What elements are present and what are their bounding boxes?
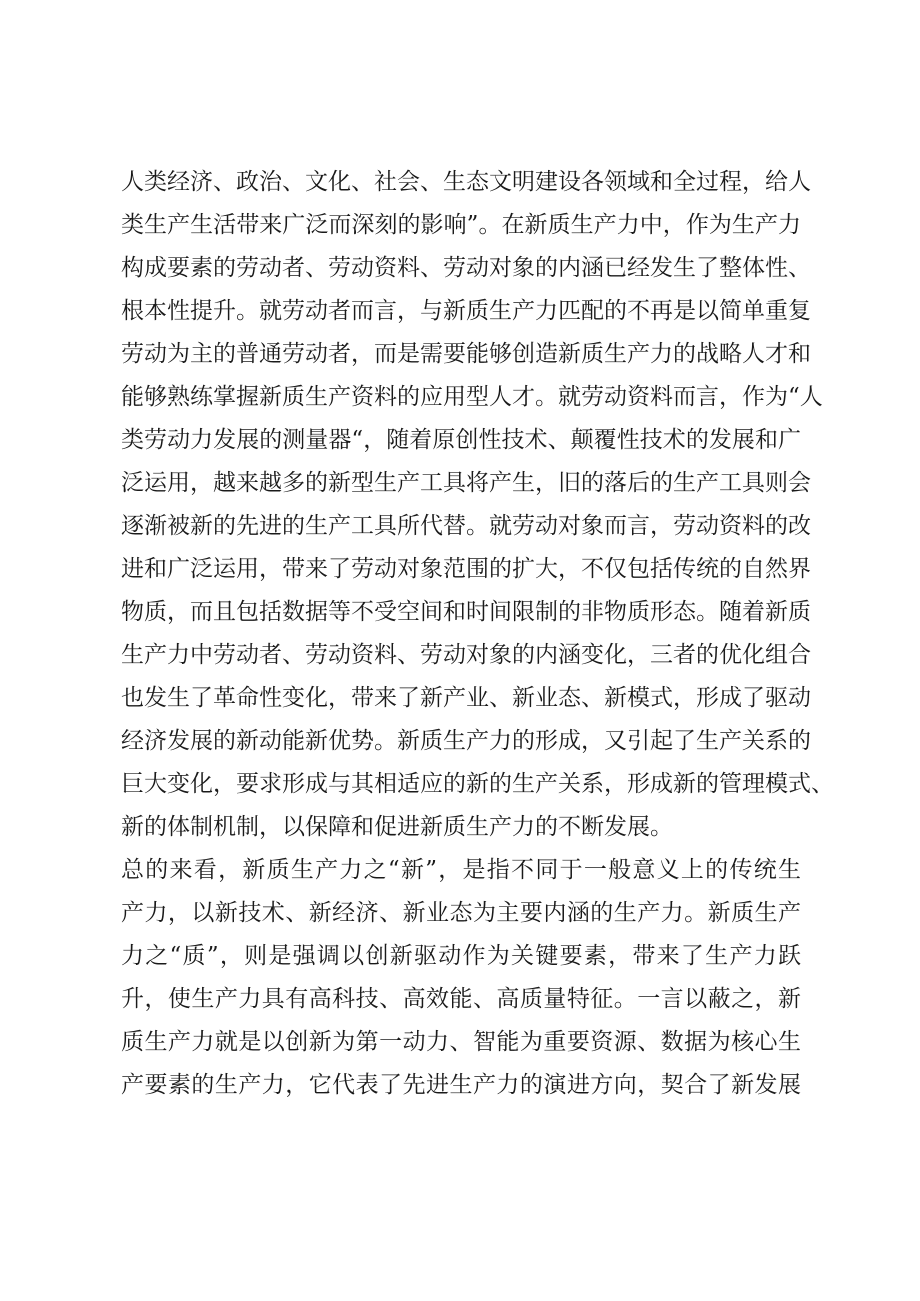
paragraph-1-line: 进和广泛运用，带来了劳动对象范围的扩大，不仅包括传统的自然界 (121, 556, 811, 582)
paragraph-2-line: 产力，以新技术、新经济、新业态为主要内涵的生产力。新质生产 (121, 900, 801, 926)
paragraph-1-line: 泛运用，越来越多的新型生产工具将产生，旧的落后的生产工具则会 (121, 470, 811, 496)
paragraph-1-line: 新的体制机制，以保障和促进新质生产力的不断发展。 (121, 814, 673, 840)
paragraph-1-line: 类劳动力发展的测量器“，随着原创性技术、颠覆性技术的发展和广 (121, 427, 801, 453)
paragraph-2-line: 力之“质”，则是强调以创新驱动作为关键要素，带来了生产力跃 (121, 943, 801, 969)
paragraph-1-line: 类生产生活带来广泛而深刻的影响”。在新质生产力中，作为生产力 (121, 212, 801, 238)
paragraph-1-line: 逐渐被新的先进的生产工具所代替。就劳动对象而言，劳动资料的改 (121, 513, 811, 539)
paragraph-1-line: 根本性提升。就劳动者而言，与新质生产力匹配的不再是以简单重复 (121, 298, 811, 324)
paragraph-2-line: 总的来看，新质生产力之“新”，是指不同于一般意义上的传统生 (121, 857, 801, 883)
paragraph-1-line: 也发生了革命性变化，带来了新产业、新业态、新模式，形成了驱动 (121, 685, 811, 711)
paragraph-2-line: 质生产力就是以创新为第一动力、智能为重要资源、数据为核心生 (121, 1029, 801, 1055)
paragraph-1-line: 巨大变化，要求形成与其相适应的新的生产关系，形成新的管理模式、 (121, 771, 834, 797)
paragraph-1-line: 能够熟练掌握新质生产资料的应用型人才。就劳动资料而言，作为“人 (121, 384, 823, 410)
paragraph-2-line: 升，使生产力具有高科技、高效能、高质量特征。一言以蔽之，新 (121, 986, 801, 1012)
paragraph-1-line: 生产力中劳动者、劳动资料、劳动对象的内涵变化，三者的优化组合 (121, 642, 811, 668)
paragraph-1-line: 人类经济、政治、文化、社会、生态文明建设各领域和全过程，给人 (121, 169, 811, 195)
paragraph-1-line: 经济发展的新动能新优势。新质生产力的形成，又引起了生产关系的 (121, 728, 811, 754)
paragraph-1-line: 劳动为主的普通劳动者，而是需要能够创造新质生产力的战略人才和 (121, 341, 811, 367)
paragraph-1-line: 构成要素的劳动者、劳动资料、劳动对象的内涵已经发生了整体性、 (121, 255, 811, 281)
paragraph-2-line: 产要素的生产力，它代表了先进生产力的演进方向，契合了新发展 (121, 1072, 801, 1098)
paragraph-1-line: 物质，而且包括数据等不受空间和时间限制的非物质形态。随着新质 (121, 599, 811, 625)
